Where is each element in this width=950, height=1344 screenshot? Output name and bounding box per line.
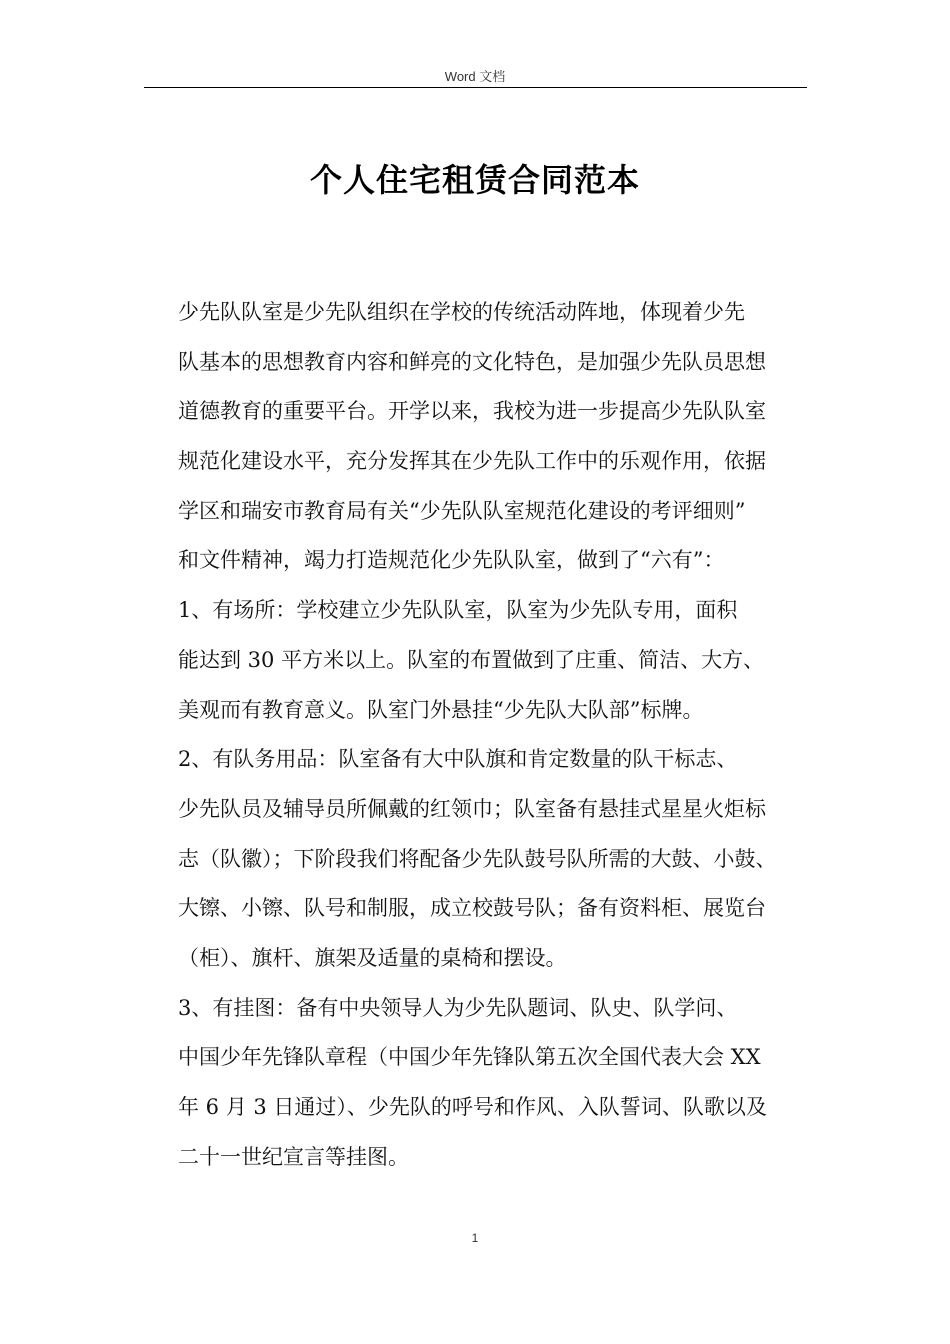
body-line: 美观而有教育意义。队室门外悬挂“少先队大队部”标牌。 (178, 697, 704, 722)
page-header: Word 文档 (444, 69, 506, 84)
body-line: 2、有队务用品：队室备有大中队旗和肯定数量的队干标志、 (178, 747, 738, 772)
body-line: 3、有挂图：备有中央领导人为少先队题词、队史、队学问、 (178, 995, 738, 1020)
body-line: 和文件精神，竭力打造规范化少先队队室，做到了“六有”： (178, 548, 725, 573)
body-line: 学区和瑞安市教育局有关“少先队队室规范化建设的考评细则” (178, 498, 746, 523)
body-line: 少先队队室是少先队组织在学校的传统活动阵地，体现着少先 (178, 300, 745, 324)
page-number: 1 (471, 1231, 479, 1245)
body-line: （柜）、旗杆、旗架及适量的桌椅和摆设。 (178, 945, 567, 970)
body-line: 规范化建设水平，充分发挥其在少先队工作中的乐观作用，依据 (178, 449, 766, 474)
body-line: 二十一世纪宣言等挂图。 (178, 1144, 409, 1169)
body-line: 大镲、小镲、队号和制服，成立校鼓号队；备有资料柜、展览台 (178, 896, 766, 921)
body-line: 能达到 30 平方米以上。队室的布置做到了庄重、简洁、大方、 (178, 647, 765, 672)
body-line: 道德教育的重要平台。开学以来，我校为进一步提高少先队队室 (178, 399, 766, 424)
body-line: 年 6 月 3 日通过）、少先队的呼号和作风、入队誓词、队歌以及 (178, 1095, 767, 1119)
body-line: 少先队员及辅导员所佩戴的红领巾；队室备有悬挂式星星火炬标 (178, 796, 766, 821)
document-title: 个人住宅租赁合同范本 (309, 161, 640, 199)
header-divider (144, 87, 807, 88)
document-body (178, 288, 818, 1182)
body-line: 1、有场所：学校建立少先队队室，队室为少先队专用，面积 (178, 598, 738, 623)
body-line: 志（队徽）；下阶段我们将配备少先队鼓号队所需的大鼓、小鼓、 (178, 846, 777, 871)
body-line: 队基本的思想教育内容和鲜亮的文化特色，是加强少先队员思想 (178, 349, 766, 374)
body-line: 中国少年先锋队章程（中国少年先锋队第五次全国代表大会 XX (178, 1045, 761, 1070)
